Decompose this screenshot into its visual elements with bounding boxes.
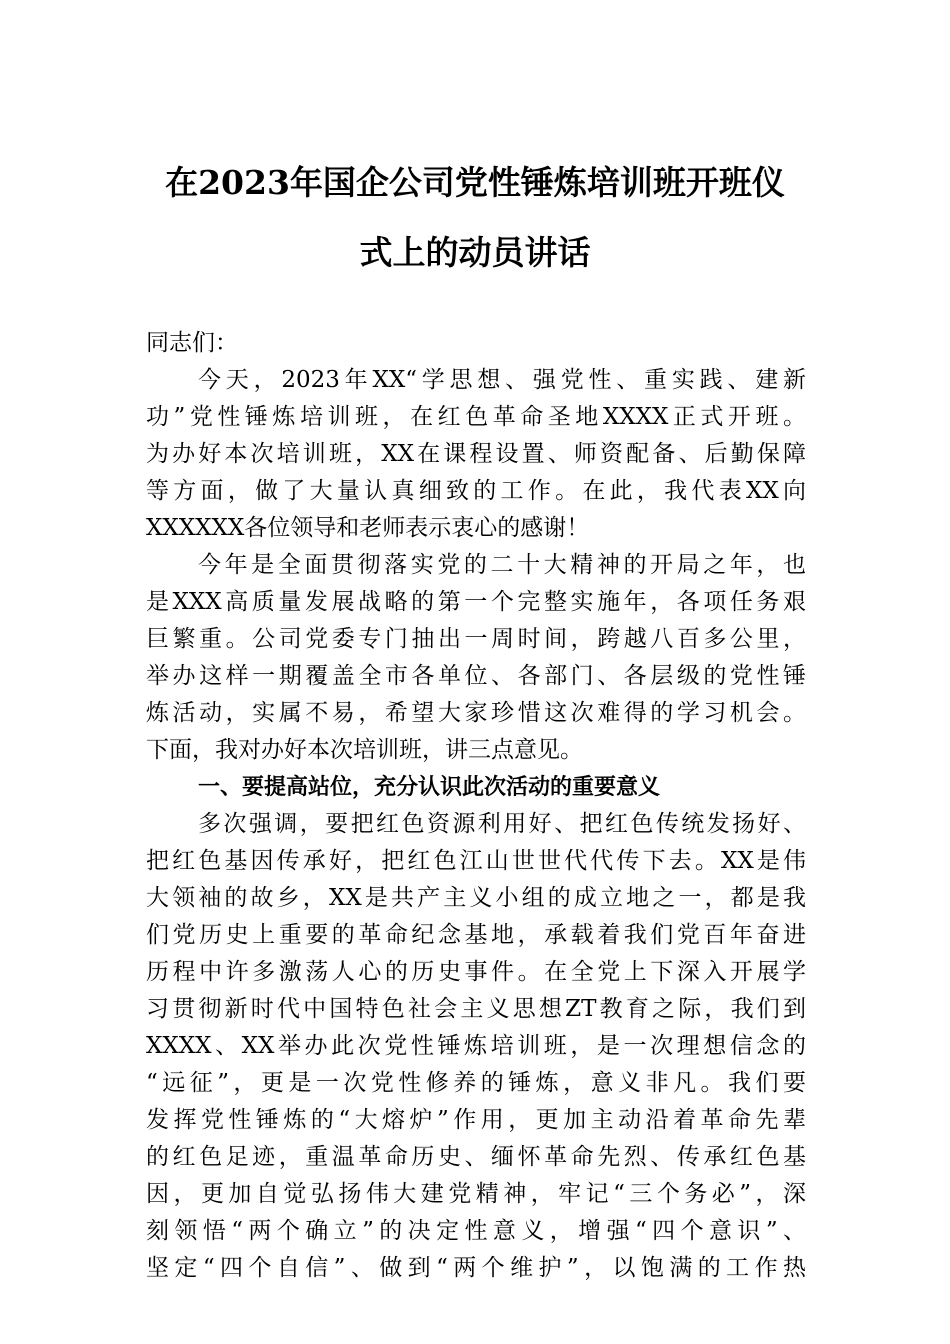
paragraph-line: 发挥党性锤炼的“大熔炉”作用，更加主动沿着革命先辈 [146,1107,806,1133]
paragraph-line: 等方面，做了大量认真细致的工作。在此，我代表XX向 [146,478,806,504]
paragraph-line: 历程中许多激荡人心的历史事件。在全党上下深入开展学 [146,959,806,985]
paragraph-line: 因，更加自觉弘扬伟大建党精神，牢记“三个务必”，深 [146,1181,806,1207]
paragraph-line: 们党历史上重要的革命纪念基地，承载着我们党百年奋进 [146,922,806,948]
paragraph-line: 大领袖的故乡，XX是共产主义小组的成立地之一，都是我 [146,885,806,911]
paragraph-line: 把红色基因传承好，把红色江山世世代代传下去。XX是伟 [146,848,806,874]
paragraph-line: 为办好本次培训班，XX在课程设置、师资配备、后勤保障 [146,441,806,467]
document-body [146,325,806,1287]
paragraph-line: 今年是全面贯彻落实党的二十大精神的开局之年，也 [198,552,806,578]
paragraph-line: 功”党性锤炼培训班，在红色革命圣地XXXX正式开班。 [146,404,806,430]
section-heading: 一、要提高站位，充分认识此次活动的重要意义 [198,775,661,800]
paragraph-line: XXXX、XX举办此次党性锤炼培训班，是一次理想信念的 [146,1033,806,1059]
paragraph-line: 巨繁重。公司党委专门抽出一周时间，跨越八百多公里， [146,626,806,652]
document-title-line-1: 在2023年国企公司党性锤炼培训班开班仪 [165,163,785,202]
greeting: 同志们： [146,330,238,356]
document-title-line-2: 式上的动员讲话 [359,233,591,272]
paragraph-line: 举办这样一期覆盖全市各单位、各部门、各层级的党性锤 [146,663,806,689]
paragraph-line: 炼活动，实属不易，希望大家珍惜这次难得的学习机会。 [146,700,806,726]
paragraph-line: 坚定“四个自信”、做到“两个维护”，以饱满的工作热 [146,1255,806,1281]
paragraph-line: 下面，我对办好本次培训班，讲三点意见。 [146,737,583,763]
paragraph-line: 刻领悟“两个确立”的决定性意义，增强“四个意识”、 [146,1218,806,1244]
paragraph-line: 习贯彻新时代中国特色社会主义思想ZT教育之际，我们到 [146,996,806,1022]
paragraph-line: 今天，2023年XX“学思想、强党性、重实践、建新 [198,367,806,393]
paragraph-line: 多次强调，要把红色资源利用好、把红色传统发扬好、 [198,811,806,837]
paragraph-line: 的红色足迹，重温革命历史、缅怀革命先烈、传承红色基 [146,1144,806,1170]
paragraph-line: XXXXXX各位领导和老师表示衷心的感谢！ [146,515,590,541]
paragraph-line: 是XXX高质量发展战略的第一个完整实施年，各项任务艰 [146,589,806,615]
paragraph-line: “远征”，更是一次党性修养的锤炼，意义非凡。我们要 [146,1070,806,1096]
